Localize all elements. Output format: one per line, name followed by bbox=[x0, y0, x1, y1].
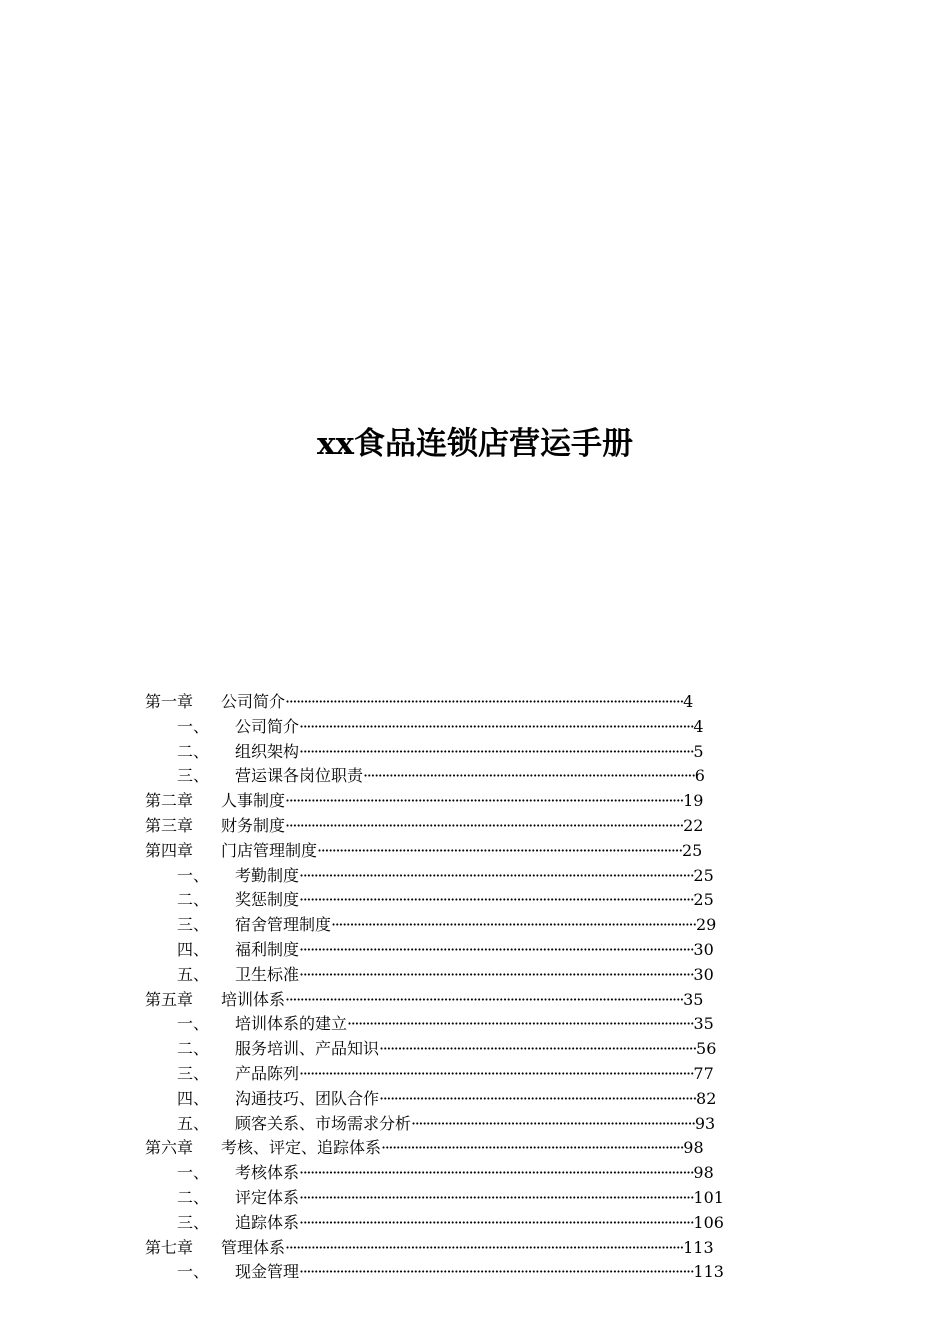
toc-entry-title: 追踪体系 bbox=[235, 1212, 300, 1232]
toc-dot-leader: ············································································································ bbox=[285, 791, 684, 811]
toc-entry-page: 98 bbox=[693, 1163, 714, 1183]
toc-entry-page: 113 bbox=[683, 1237, 714, 1257]
toc-entry-number: 五、 bbox=[177, 1113, 210, 1133]
toc-entry-title: 沟通技巧、团队合作 bbox=[235, 1088, 380, 1108]
toc-entry-page: 5 bbox=[693, 741, 704, 761]
toc-entry-title: 产品陈列 bbox=[235, 1063, 300, 1083]
toc-entry-page: 82 bbox=[696, 1088, 717, 1108]
toc-entry bbox=[145, 715, 745, 740]
toc-entry-title: 公司简介 bbox=[221, 692, 286, 711]
toc-entry-title: 卫生标准 bbox=[235, 964, 300, 984]
toc-entry-title: 培训体系的建立 bbox=[235, 1014, 348, 1034]
toc-dot-leader: ··········································································································· bbox=[299, 939, 694, 959]
toc-entry-page: 29 bbox=[695, 915, 717, 935]
toc-entry-text bbox=[235, 1260, 724, 1285]
toc-entry bbox=[145, 1037, 745, 1062]
toc-entry-text bbox=[235, 913, 716, 938]
toc-entry-page: 22 bbox=[683, 815, 704, 835]
toc-entry-page: 30 bbox=[693, 964, 714, 984]
toc-entry-number: 三、 bbox=[177, 1212, 210, 1232]
toc-entry-page: 25 bbox=[693, 865, 714, 885]
toc-entry bbox=[145, 1087, 745, 1112]
toc-entry-title: 公司简介 bbox=[235, 716, 300, 736]
toc-entry-number: 第二章 bbox=[145, 791, 194, 811]
toc-entry-number: 第六章 bbox=[145, 1138, 194, 1158]
toc-dot-leader: ··········································································································· bbox=[299, 1212, 694, 1232]
toc-entry-page: 101 bbox=[693, 1187, 724, 1207]
toc-entry-text bbox=[221, 690, 693, 715]
toc-entry-text bbox=[235, 764, 705, 789]
toc-entry-page: 25 bbox=[693, 890, 714, 910]
toc-dot-leader: ··········································································································· bbox=[299, 865, 694, 885]
toc-dot-leader: ············································································· bbox=[411, 1113, 695, 1133]
toc-entry-page: 19 bbox=[683, 791, 704, 811]
toc-entry bbox=[145, 1211, 745, 1236]
toc-entry-number: 三、 bbox=[177, 1063, 210, 1083]
toc-entry bbox=[145, 1112, 745, 1137]
toc-entry-text bbox=[221, 1136, 704, 1161]
toc-dot-leader: ······················································································ bbox=[379, 1088, 697, 1108]
toc-dot-leader: ··································································································· bbox=[331, 915, 696, 935]
toc-entry-text bbox=[235, 1087, 716, 1112]
toc-entry-page: 25 bbox=[681, 840, 703, 860]
toc-entry-page: 4 bbox=[683, 692, 694, 711]
toc-entry bbox=[145, 1136, 745, 1161]
toc-entry bbox=[145, 1062, 745, 1087]
toc-dot-leader: ··········································································································· bbox=[299, 890, 694, 910]
toc-entry bbox=[145, 1236, 745, 1261]
toc-entry-number: 三、 bbox=[177, 766, 210, 786]
toc-entry-title: 营运课各岗位职责 bbox=[235, 766, 364, 786]
toc-entry-number: 五、 bbox=[177, 964, 210, 984]
toc-entry-number: 三、 bbox=[177, 915, 210, 935]
toc-entry-number: 二、 bbox=[177, 1187, 210, 1207]
toc-entry-text bbox=[221, 839, 702, 864]
toc-dot-leader: ············································································································ bbox=[285, 1237, 684, 1257]
toc-entry-title: 评定体系 bbox=[235, 1187, 300, 1207]
toc-entry-text bbox=[235, 938, 714, 963]
toc-dot-leader: ······················································································ bbox=[379, 1039, 697, 1059]
toc-dot-leader: ··········································································································· bbox=[299, 716, 694, 736]
toc-entry-title: 宿舍管理制度 bbox=[235, 915, 332, 935]
toc-entry-text bbox=[221, 988, 703, 1013]
document-title: xx食品连锁店营运手册 bbox=[317, 426, 633, 462]
toc-entry-page: 113 bbox=[693, 1262, 724, 1282]
toc-entry-number: 二、 bbox=[177, 890, 210, 910]
toc-entry bbox=[145, 864, 745, 889]
toc-entry-page: 93 bbox=[694, 1113, 716, 1133]
toc-dot-leader: ·························································································· bbox=[363, 766, 695, 786]
toc-dot-leader: ··········································································································· bbox=[299, 1187, 694, 1207]
toc-entry bbox=[145, 740, 745, 765]
toc-entry-title: 顾客关系、市场需求分析 bbox=[235, 1113, 412, 1133]
toc-entry-title: 管理体系 bbox=[221, 1237, 286, 1257]
toc-entry-text bbox=[221, 1236, 714, 1261]
toc-entry bbox=[145, 839, 745, 864]
toc-entry-title: 福利制度 bbox=[235, 939, 300, 959]
toc-entry-text bbox=[235, 888, 714, 913]
toc-entry-title: 现金管理 bbox=[235, 1262, 300, 1282]
toc-entry-title: 人事制度 bbox=[221, 791, 286, 811]
toc-entry-title: 组织架构 bbox=[235, 741, 300, 761]
toc-entry-text bbox=[221, 789, 703, 814]
toc-entry-number: 一、 bbox=[177, 1163, 210, 1183]
toc-entry-title: 考勤制度 bbox=[235, 865, 300, 885]
toc-entry bbox=[145, 690, 745, 715]
toc-entry-text bbox=[235, 1211, 724, 1236]
toc-entry-text bbox=[221, 814, 703, 839]
toc-entry-title: 服务培训、产品知识 bbox=[235, 1039, 380, 1059]
toc-dot-leader: ············································································································ bbox=[285, 815, 684, 835]
toc-dot-leader: ··········································································································· bbox=[299, 1063, 694, 1083]
toc-entry-page: 77 bbox=[693, 1063, 714, 1083]
toc-entry-page: 6 bbox=[694, 766, 705, 786]
toc-entry bbox=[145, 764, 745, 789]
toc-entry bbox=[145, 988, 745, 1013]
toc-entry-page: 35 bbox=[693, 1014, 714, 1034]
toc-entry-number: 第四章 bbox=[145, 840, 194, 860]
toc-dot-leader: ············································································································ bbox=[285, 989, 684, 1009]
toc-entry-text bbox=[235, 1062, 714, 1087]
toc-entry-number: 四、 bbox=[177, 939, 210, 959]
toc-entry-text bbox=[235, 1012, 714, 1037]
toc-entry-text bbox=[235, 864, 714, 889]
toc-entry-number: 一、 bbox=[177, 1014, 210, 1034]
toc-entry-page: 4 bbox=[693, 716, 704, 736]
toc-entry-number: 二、 bbox=[177, 1039, 210, 1059]
toc-dot-leader: ··········································································································· bbox=[299, 1262, 694, 1282]
toc-entry bbox=[145, 1012, 745, 1037]
toc-entry-number: 第五章 bbox=[145, 989, 194, 1009]
toc-entry-page: 56 bbox=[696, 1039, 717, 1059]
toc-dot-leader: ·················································································· bbox=[381, 1138, 684, 1158]
toc-entry bbox=[145, 1161, 745, 1186]
toc-entry bbox=[145, 814, 745, 839]
toc-entry-title: 培训体系 bbox=[221, 989, 286, 1009]
toc-entry bbox=[145, 1260, 745, 1285]
toc-entry bbox=[145, 1186, 745, 1211]
toc-entry-number: 一、 bbox=[177, 865, 210, 885]
toc-entry-number: 一、 bbox=[177, 716, 210, 736]
toc-entry bbox=[145, 789, 745, 814]
toc-entry-page: 35 bbox=[683, 989, 704, 1009]
table-of-contents bbox=[145, 690, 745, 1285]
toc-entry-number: 第一章 bbox=[145, 692, 194, 711]
toc-entry-title: 奖惩制度 bbox=[235, 890, 300, 910]
toc-entry-title: 门店管理制度 bbox=[221, 840, 318, 860]
toc-dot-leader: ······························································································ bbox=[347, 1014, 694, 1034]
toc-entry-text bbox=[235, 740, 704, 765]
toc-entry-number: 第三章 bbox=[145, 815, 194, 835]
toc-entry-title: 考核体系 bbox=[235, 1163, 300, 1183]
toc-dot-leader: ··········································································································· bbox=[299, 1163, 694, 1183]
toc-dot-leader: ··································································································· bbox=[317, 840, 682, 860]
toc-entry-text bbox=[235, 1112, 715, 1137]
toc-entry bbox=[145, 938, 745, 963]
toc-entry-text bbox=[235, 715, 704, 740]
toc-entry-page: 106 bbox=[693, 1212, 724, 1232]
toc-entry-title: 考核、评定、追踪体系 bbox=[221, 1138, 382, 1158]
toc-entry-text bbox=[235, 1161, 714, 1186]
toc-dot-leader: ············································································································ bbox=[285, 692, 684, 711]
toc-entry-text bbox=[235, 1186, 724, 1211]
toc-entry-text bbox=[235, 1037, 716, 1062]
toc-dot-leader: ··········································································································· bbox=[299, 741, 694, 761]
toc-dot-leader: ··········································································································· bbox=[299, 964, 694, 984]
toc-entry bbox=[145, 913, 745, 938]
toc-entry-page: 30 bbox=[693, 939, 714, 959]
toc-entry-number: 第七章 bbox=[145, 1237, 194, 1257]
toc-entry bbox=[145, 888, 745, 913]
toc-entry-page: 98 bbox=[683, 1138, 704, 1158]
toc-entry-number: 四、 bbox=[177, 1088, 210, 1108]
toc-entry-number: 一、 bbox=[177, 1262, 210, 1282]
toc-entry-title: 财务制度 bbox=[221, 815, 286, 835]
toc-entry-text bbox=[235, 963, 714, 988]
toc-entry bbox=[145, 963, 745, 988]
toc-entry-number: 二、 bbox=[177, 741, 210, 761]
